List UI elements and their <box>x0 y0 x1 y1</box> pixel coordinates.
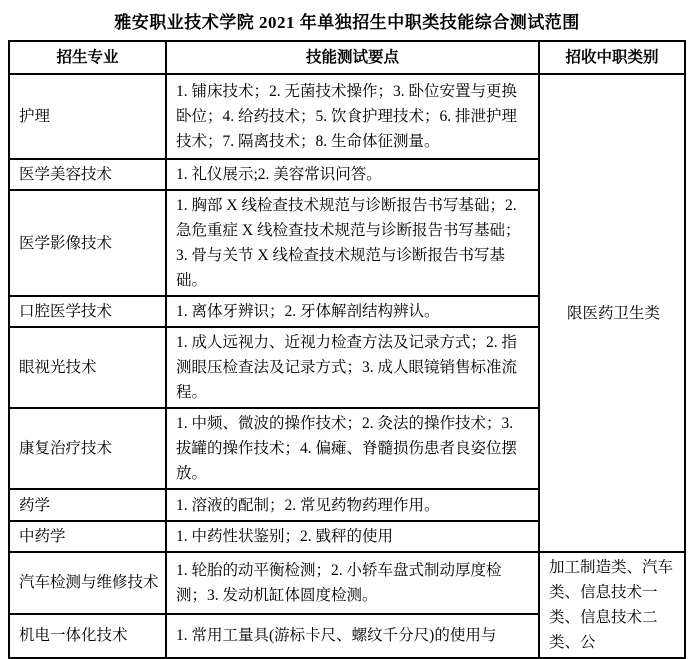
header-row <box>9 41 685 74</box>
header-category: 招收中职类别 <box>539 41 685 74</box>
major-cell: 汽车检测与维修技术 <box>9 552 166 614</box>
major-cell: 医学美容技术 <box>9 159 166 190</box>
major-cell: 医学影像技术 <box>9 190 166 296</box>
table-row <box>9 74 685 159</box>
header-major: 招生专业 <box>9 41 166 74</box>
points-cell: 1. 溶液的配制；2. 常见药物药理作用。 <box>166 489 539 521</box>
points-cell: 1. 中药性状鉴别；2. 戥秤的使用 <box>166 521 539 552</box>
major-cell: 中药学 <box>9 521 166 552</box>
points-cell: 1. 成人远视力、近视力检查方法及记录方式；2. 指测眼压检查法及记录方式；3. 成人眼镜销售标准流程。 <box>166 327 539 408</box>
test-scope-table <box>8 40 686 659</box>
category-cell-manufacturing: 加工制造类、汽车类、信息技术一类、信息技术二类、公 <box>539 552 685 658</box>
major-cell: 机电一体化技术 <box>9 614 166 658</box>
major-cell: 康复治疗技术 <box>9 408 166 489</box>
points-cell: 1. 中频、微波的操作技术；2. 灸法的操作技术；3. 拔罐的操作技术；4. 偏瘫、脊髓损伤患者良姿位摆放。 <box>166 408 539 489</box>
page-title: 雅安职业技术学院 2021 年单独招生中职类技能综合测试范围 <box>114 13 580 32</box>
points-cell: 1. 常用工量具(游标卡尺、螺纹千分尺)的使用与 <box>166 614 539 658</box>
points-cell: 1. 礼仪展示;2. 美容常识问答。 <box>166 159 539 190</box>
major-cell: 药学 <box>9 489 166 521</box>
table-row <box>9 552 685 614</box>
major-cell: 口腔医学技术 <box>9 296 166 327</box>
points-cell: 1. 铺床技术；2. 无菌技术操作；3. 卧位安置与更换卧位；4. 给药技术；5. 饮食护理技术；6. 排泄护理技术；7. 隔离技术；8. 生命体征测量。 <box>166 74 539 159</box>
header-points: 技能测试要点 <box>166 41 539 74</box>
major-cell: 护理 <box>9 74 166 159</box>
points-cell: 1. 离体牙辨识；2. 牙体解剖结构辨认。 <box>166 296 539 327</box>
category-cell-medical: 限医药卫生类 <box>539 74 685 552</box>
points-cell: 1. 轮胎的动平衡检测；2. 小轿车盘式制动厚度检测；3. 发动机缸体圆度检测。 <box>166 552 539 614</box>
points-cell: 1. 胸部 X 线检查技术规范与诊断报告书写基础；2. 急危重症 X 线检查技术规范与诊断报告书写基础；3. 骨与关节 X 线检查技术规范与诊断报告书写基础。 <box>166 190 539 296</box>
major-cell: 眼视光技术 <box>9 327 166 408</box>
